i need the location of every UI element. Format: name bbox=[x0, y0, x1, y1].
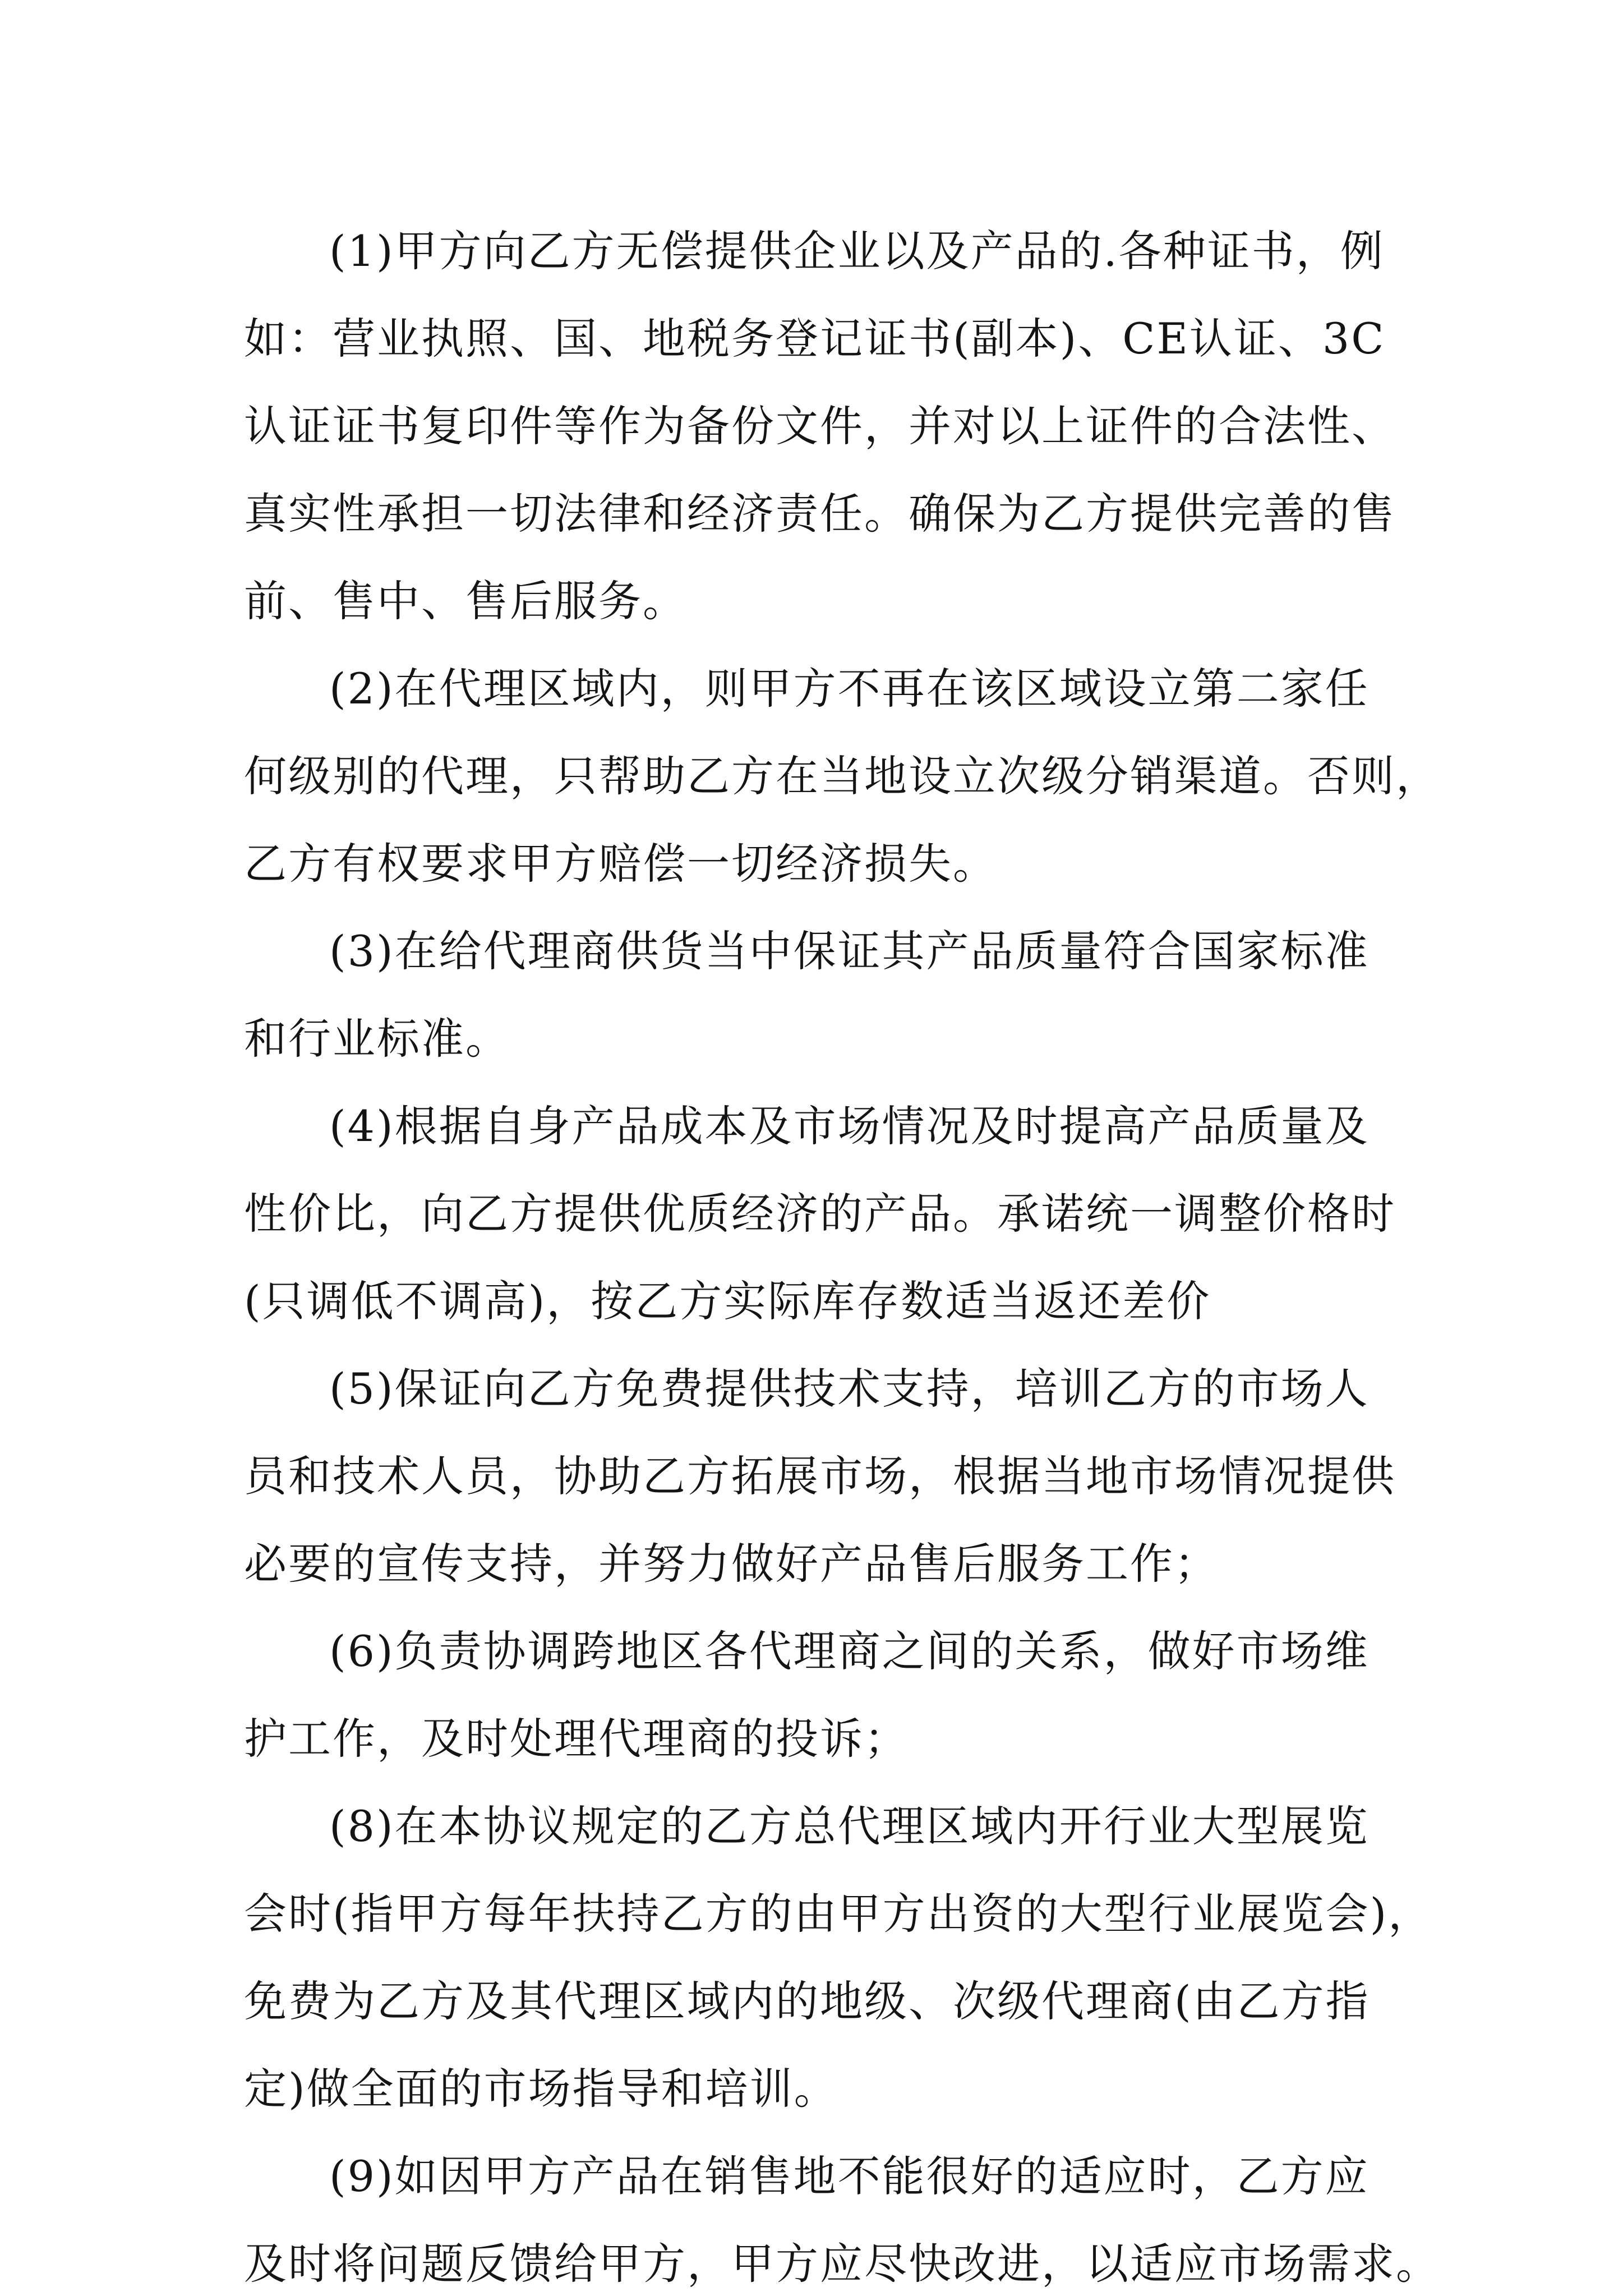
paragraph-line: (9)如因甲方产品在销售地不能很好的适应时，乙方应 bbox=[329, 2151, 1370, 2201]
paragraph-line: (5)保证向乙方免费提供技术支持，培训乙方的市场人 bbox=[329, 1364, 1370, 1414]
paragraph-line: 员和技术人员，协助乙方拓展市场，根据当地市场情况提供 bbox=[244, 1451, 1396, 1501]
paragraph-line: (3)在给代理商供货当中保证其产品质量符合国家标准 bbox=[329, 926, 1370, 976]
paragraph-line: 护工作，及时处理代理商的投诉； bbox=[244, 1714, 909, 1764]
paragraph-line: (只调低不调高)，按乙方实际库存数适当返还差价 bbox=[244, 1276, 1211, 1326]
paragraph-line: 及时将问题反馈给甲方，甲方应尽快改进，以适应市场需求。 bbox=[244, 2239, 1440, 2289]
clause-8-paragraph bbox=[244, 1783, 1444, 2133]
clause-9-paragraph bbox=[244, 2133, 1444, 2296]
clause-6-paragraph bbox=[244, 1608, 1444, 1783]
paragraph-line: 何级别的代理，只帮助乙方在当地设立次级分销渠道。否则， bbox=[244, 751, 1440, 801]
paragraph-line: 真实性承担一切法律和经济责任。确保为乙方提供完善的售 bbox=[244, 489, 1396, 539]
paragraph-line: 如：营业执照、国、地税务登记证书(副本)、CE认证、3C bbox=[244, 314, 1386, 364]
paragraph-line: 免费为乙方及其代理区域内的地级、次级代理商(由乙方指 bbox=[244, 1976, 1370, 2026]
paragraph-line: 乙方有权要求甲方赔偿一切经济损失。 bbox=[244, 839, 997, 889]
paragraph-line: (6)负责协调跨地区各代理商之间的关系，做好市场维 bbox=[329, 1626, 1370, 1676]
clause-1-paragraph bbox=[244, 208, 1444, 645]
clause-2-paragraph bbox=[244, 645, 1444, 908]
paragraph-line: (2)在代理区域内，则甲方不再在该区域设立第二家任 bbox=[329, 664, 1370, 714]
paragraph-line: 会时(指甲方每年扶持乙方的由甲方出资的大型行业展览会)， bbox=[244, 1889, 1433, 1939]
clause-3-paragraph bbox=[244, 908, 1444, 1083]
paragraph-line: 和行业标准。 bbox=[244, 1014, 510, 1064]
document-body bbox=[244, 208, 1444, 2296]
paragraph-line: 定)做全面的市场指导和培训。 bbox=[244, 2064, 838, 2114]
paragraph-line: (4)根据自身产品成本及市场情况及时提高产品质量及 bbox=[329, 1101, 1370, 1151]
paragraph-line: 性价比，向乙方提供优质经济的产品。承诺统一调整价格时 bbox=[244, 1189, 1396, 1239]
clause-4-paragraph bbox=[244, 1083, 1444, 1345]
paragraph-line: 前、售中、售后服务。 bbox=[244, 576, 687, 626]
paragraph-line: (8)在本协议规定的乙方总代理区域内开行业大型展览 bbox=[329, 1801, 1370, 1851]
paragraph-line: (1)甲方向乙方无偿提供企业以及产品的.各种证书，例 bbox=[329, 226, 1385, 276]
clause-5-paragraph bbox=[244, 1345, 1444, 1608]
paragraph-line: 认证证书复印件等作为备份文件，并对以上证件的合法性、 bbox=[244, 401, 1396, 451]
paragraph-line: 必要的宣传支持，并努力做好产品售后服务工作； bbox=[244, 1539, 1219, 1589]
